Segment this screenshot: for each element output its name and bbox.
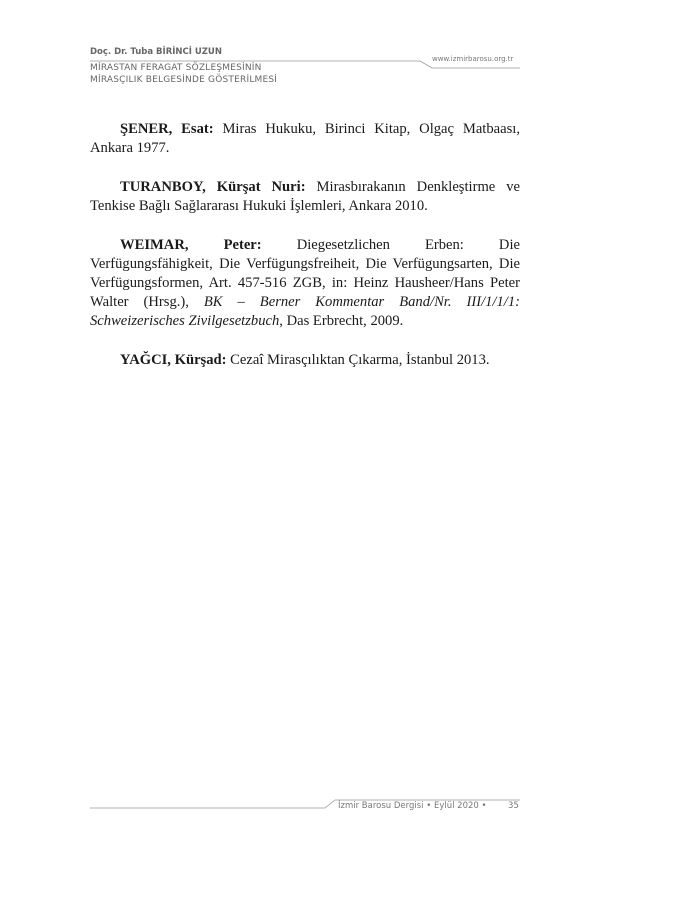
page-number: 35 <box>508 801 519 811</box>
entry-italic-title: BK – Berner Kommentar Band/Nr. III/1/1/1: Schweizerisches Zivilgesetzbuch <box>90 294 520 329</box>
footer-journal: İzmir Barosu Dergisi • Eylül 2020 • <box>338 801 487 811</box>
entry-author: ŞENER, Esat: <box>120 121 214 137</box>
entry-text: Cezaî Mirasçılıktan Çıkarma, İstanbul 2013. <box>226 352 490 368</box>
bibliography-entry <box>90 120 520 158</box>
bibliography-entry <box>90 236 520 331</box>
entry-text: Diegesetzlichen Erben: Die Verfügungsfähigkeit, Die Verfügungsfreiheit, Die Verfügungsarten, Die Verfügungsformen, Art. 457-516 ZGB, in: Heinz Hausheer/Hans Peter Walter (Hrsg.), <box>90 237 520 310</box>
bibliography-entry <box>90 178 520 216</box>
author-surname: BİRİNCİ UZUN <box>156 47 222 57</box>
entry-author: WEIMAR, Peter: <box>120 237 262 253</box>
author-name: Doç. Dr. Tuba <box>90 47 157 57</box>
entry-author: YAĞCI, Kürşad: <box>120 352 227 368</box>
title-line: MİRASTAN FERAGAT SÖZLEŞMESİNİN <box>90 63 262 73</box>
entry-text: Miras Hukuku, Birinci Kitap, Olgaç Matbaası, Ankara 1977. <box>90 121 520 156</box>
entry-author: TURANBOY, Kürşat Nuri: <box>120 179 306 195</box>
header-article-title <box>90 62 277 86</box>
entry-text: , Das Erbrecht, 2009. <box>279 313 404 329</box>
entry-text: Mirasbırakanın Denkleştirme ve Tenkise Bağlı Sağlararası Hukuki İşlemleri, Ankara 2010. <box>90 179 521 214</box>
title-line: MİRASÇILIK BELGESİNDE GÖSTERİLMESİ <box>90 75 278 85</box>
bibliography-entry <box>90 351 520 370</box>
header-url: www.izmirbarosu.org.tr <box>432 55 514 63</box>
header-author <box>90 47 222 57</box>
